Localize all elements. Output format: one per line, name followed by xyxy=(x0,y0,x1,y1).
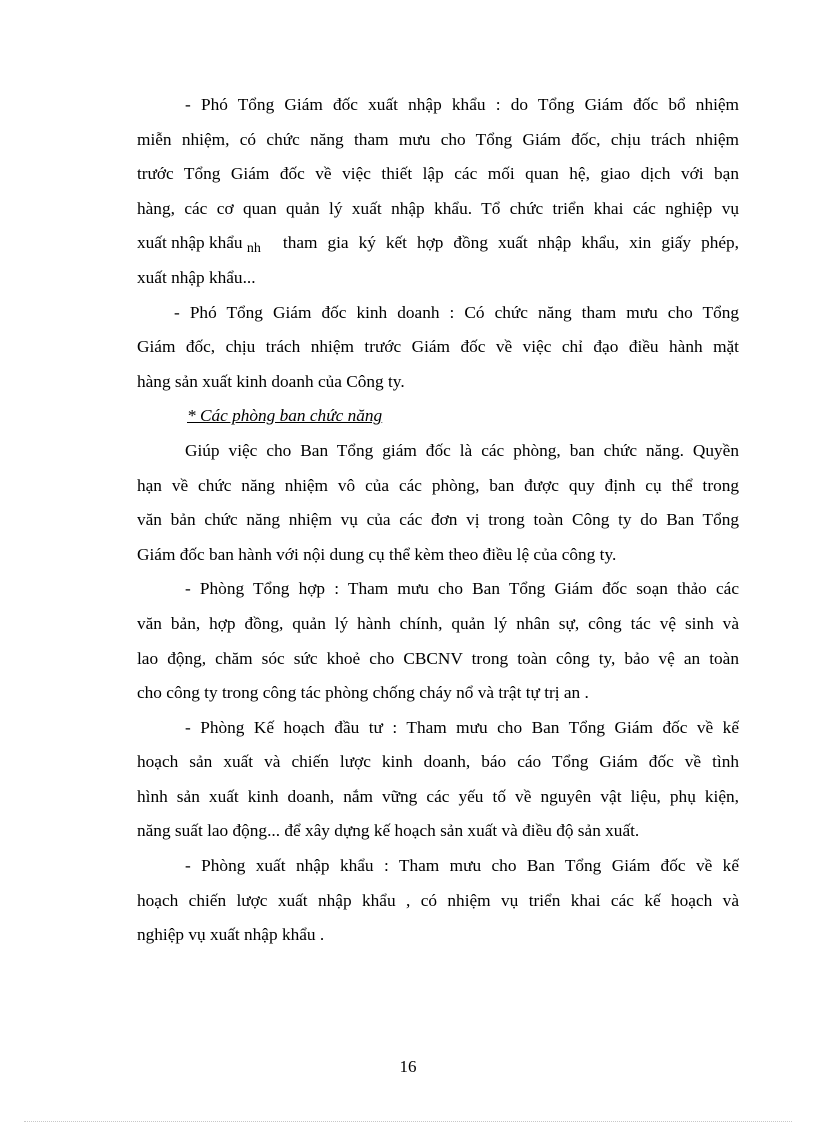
text-line: văn bản, hợp đồng, quản lý hành chính, quản lý nhân sự, công tác vệ sinh và xyxy=(137,613,739,633)
text-line: lao động, chăm sóc sức khoẻ cho CBCNV trong toàn công ty, bảo vệ an toàn xyxy=(137,648,739,668)
text-line: hàng sản xuất kinh doanh của Công ty. xyxy=(137,371,405,391)
text-line: - Phó Tổng Giám đốc xuất nhập khẩu : do Tổng Giám đốc bổ nhiệm xyxy=(185,95,739,114)
page-number: 16 xyxy=(399,1057,417,1076)
subscript-text: nh xyxy=(246,241,261,257)
text-line: nghiệp vụ xuất nhập khẩu . xyxy=(137,925,325,945)
text-line: - Phòng Tổng hợp : Tham mưu cho Ban Tổng Giám đốc soạn thảo các xyxy=(185,579,739,599)
text-line: Giám đốc ban hành với nội dung cụ thể kèm theo điều lệ của công ty. xyxy=(137,544,617,564)
text-line: cho công ty trong công tác phòng chống cháy nổ và trật tự trị an . xyxy=(137,683,589,703)
text-line: miễn nhiệm, có chức năng tham mưu cho Tổng Giám đốc, chịu trách nhiệm xyxy=(137,129,739,149)
text-fragment: xuất nhập khẩu $_{nh}$ xyxy=(137,233,261,257)
paragraph-planning-department xyxy=(137,711,739,849)
text-line: xuất nhập khẩu... xyxy=(137,267,256,287)
text-line: trước Tổng Giám đốc về việc thiết lập các mối quan hệ, giao dịch với bạn xyxy=(137,164,739,184)
text-line: hạn về chức năng nhiệm vô của các phòng, ban được quy định cụ thể trong xyxy=(137,475,739,495)
text-line xyxy=(137,226,739,261)
text-line: năng suất lao động... để xây dựng kế hoạch sản xuất và điều độ sản xuất. xyxy=(137,821,640,841)
text-line: hoạch sản xuất và chiến lược kinh doanh, báo cáo Tổng Giám đốc về tình xyxy=(137,752,739,772)
text-line: - Phòng xuất nhập khẩu : Tham mưu cho Ban Tổng Giám đốc về kế xyxy=(185,856,739,876)
heading-text: * Các phòng ban chức năng xyxy=(187,406,383,426)
text-line: hàng, các cơ quan quản lý xuất nhập khẩu. Tổ chức triển khai các nghiệp vụ xyxy=(137,198,739,218)
section-heading xyxy=(137,399,739,434)
text-line: hoạch chiến lược xuất nhập khẩu , có nhiệm vụ triển khai các kế hoạch và xyxy=(137,890,739,910)
paragraph-departments-intro xyxy=(137,434,739,572)
paragraph-deputy-import-export xyxy=(137,88,739,296)
paragraph-general-department xyxy=(137,572,739,710)
text-fragment: tham gia ký kết hợp đồng xuất nhập khẩu, xin giấy phép, xyxy=(282,233,739,253)
heading-line xyxy=(137,399,739,434)
body-text xyxy=(137,88,739,953)
text-line: Giám đốc, chịu trách nhiệm trước Giám đốc về việc chỉ đạo điều hành mặt xyxy=(137,337,739,357)
text-line: hình sản xuất kinh doanh, nắm vững các yếu tố về nguyên vật liệu, phụ kiện, xyxy=(137,786,739,806)
paragraph-import-export-department xyxy=(137,849,739,953)
paragraph-deputy-business xyxy=(137,296,739,400)
text-line: - Phó Tổng Giám đốc kinh doanh : Có chức năng tham mưu cho Tổng xyxy=(174,302,739,322)
text-line: văn bản chức năng nhiệm vụ của các đơn vị trong toàn Công ty do Ban Tổng xyxy=(137,510,739,530)
text-line: - Phòng Kế hoạch đầu tư : Tham mưu cho Ban Tổng Giám đốc về kế xyxy=(185,717,739,737)
text-line: Giúp việc cho Ban Tổng giám đốc là các phòng, ban chức năng. Quyền xyxy=(185,440,739,460)
footer-divider xyxy=(24,1121,792,1122)
